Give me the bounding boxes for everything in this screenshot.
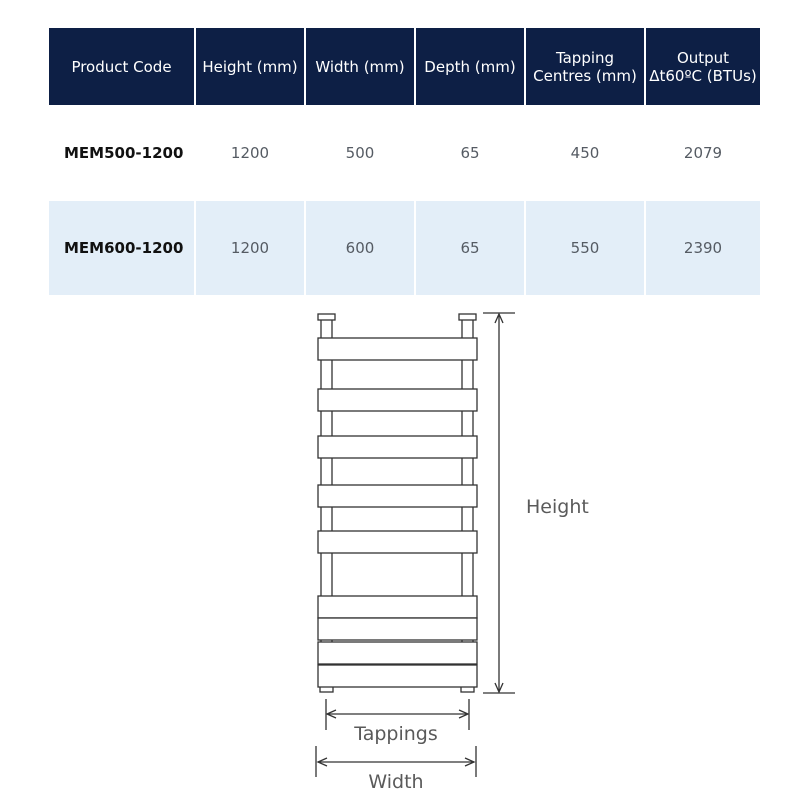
product-code-cell: MEM600-1200 [49, 201, 195, 295]
header-output: Output Δt60ºC (BTUs) [645, 28, 760, 105]
header-width: Width (mm) [305, 28, 415, 105]
height-label: Height [526, 496, 589, 518]
output-cell: 2390 [645, 201, 760, 295]
header-tapping-centres: Tapping Centres (mm) [525, 28, 645, 105]
radiator-bar [318, 389, 477, 411]
radiator-bar [318, 436, 477, 458]
table-row [49, 105, 760, 201]
radiator-bar [318, 596, 477, 618]
radiator-dimension-diagram [0, 300, 800, 800]
radiator-bar [318, 338, 477, 360]
radiator-bar [318, 665, 477, 687]
width-label: Width [368, 771, 424, 793]
depth-cell: 65 [415, 201, 525, 295]
output-cell: 2079 [645, 105, 760, 201]
tapping-centres-cell: 450 [525, 105, 645, 201]
spec-table [49, 28, 760, 295]
header-depth: Depth (mm) [415, 28, 525, 105]
table-row [49, 201, 760, 295]
height-cell: 1200 [195, 201, 305, 295]
radiator-bar [318, 642, 477, 664]
width-cell: 600 [305, 201, 415, 295]
height-dimension [483, 313, 515, 693]
top-right-cap [459, 314, 476, 320]
header-height: Height (mm) [195, 28, 305, 105]
width-cell: 500 [305, 105, 415, 201]
top-left-cap [318, 314, 335, 320]
radiator-bars [318, 338, 477, 687]
height-cell: 1200 [195, 105, 305, 201]
depth-cell: 65 [415, 105, 525, 201]
radiator-bar [318, 485, 477, 507]
radiator-bar [318, 531, 477, 553]
tapping-centres-cell: 550 [525, 201, 645, 295]
header-product-code: Product Code [49, 28, 195, 105]
radiator-bar [318, 618, 477, 640]
product-code-cell: MEM500-1200 [64, 144, 184, 162]
header-row [49, 28, 760, 105]
tappings-label: Tappings [354, 723, 438, 745]
